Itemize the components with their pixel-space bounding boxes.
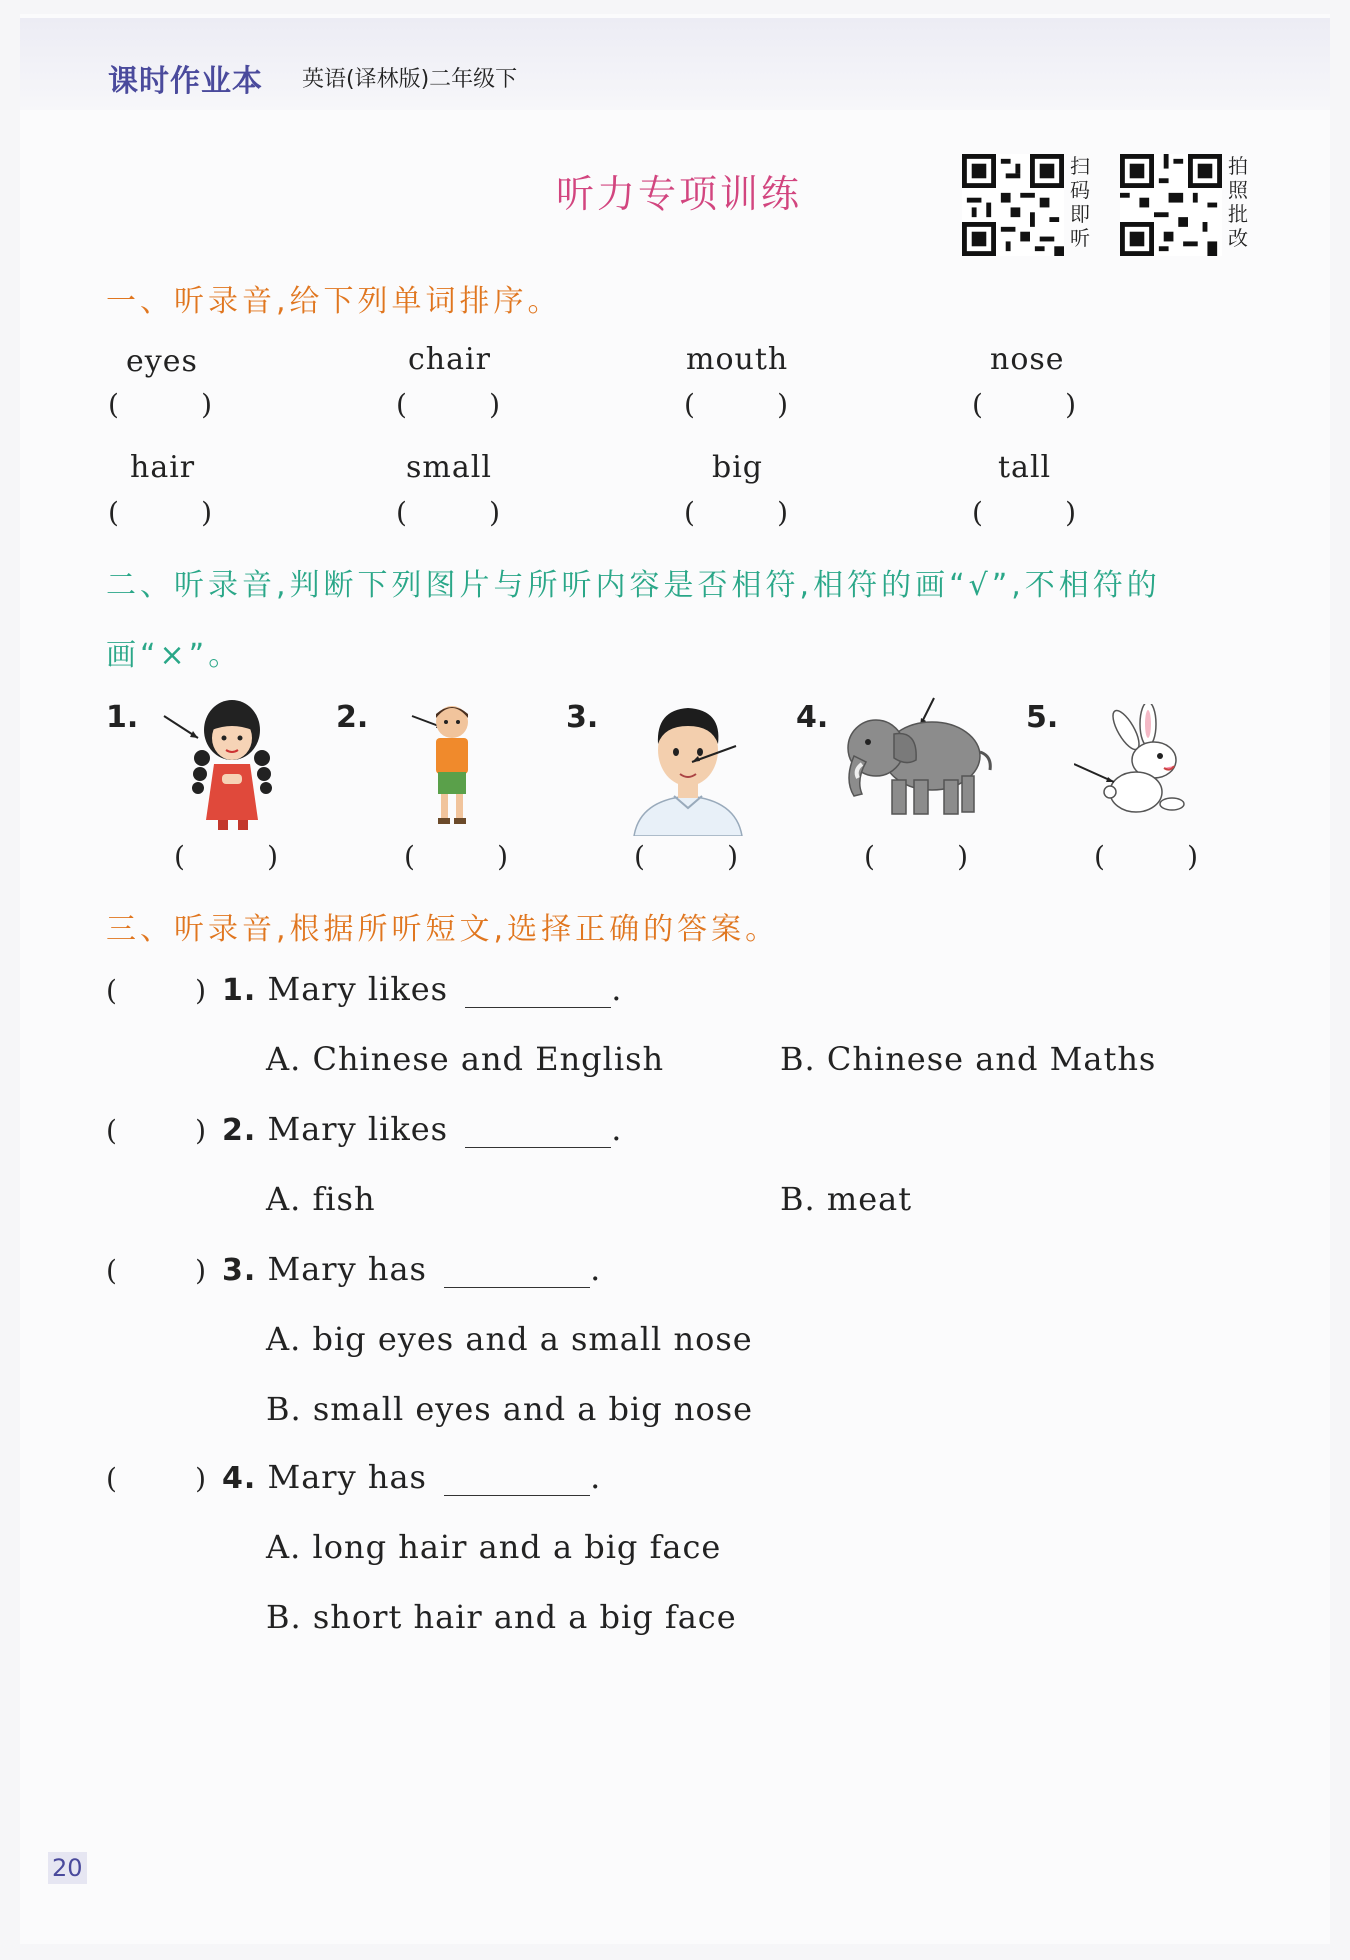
answer-paren[interactable]: ( ) [174, 840, 278, 873]
picture-number: 3. [566, 700, 599, 735]
option-b[interactable]: B. Chinese and Maths [780, 1040, 1157, 1078]
question-stem: 3. Mary has . [222, 1250, 602, 1288]
picture-number: 2. [336, 700, 369, 735]
section3-title: 三、听录音,根据所听短文,选择正确的答案。 [106, 912, 780, 947]
answer-paren[interactable]: ( ) [684, 496, 788, 529]
page-number: 20 [48, 1852, 87, 1884]
picture-number: 5. [1026, 700, 1059, 735]
answer-paren[interactable]: ( ) [404, 840, 508, 873]
answer-paren[interactable]: ( ) [108, 388, 212, 421]
answer-paren[interactable]: ( ) [634, 840, 738, 873]
brand-title: 课时作业本 [108, 64, 263, 99]
answer-paren[interactable]: ( ) [108, 496, 212, 529]
answer-paren[interactable]: ( ) [972, 496, 1076, 529]
boy-icon [410, 700, 490, 830]
man-face-icon [628, 700, 748, 836]
word-item: nose [990, 342, 1065, 377]
answer-paren[interactable]: ( ) [1094, 840, 1198, 873]
answer-paren[interactable]: ( ) [864, 840, 968, 873]
answer-paren[interactable]: ( ) [396, 496, 500, 529]
answer-paren[interactable]: ( ) [106, 1254, 206, 1287]
answer-paren[interactable]: ( ) [396, 388, 500, 421]
answer-blank[interactable] [465, 977, 611, 1008]
option-b[interactable]: B. meat [780, 1180, 913, 1218]
question-number: 1. [222, 973, 257, 1008]
word-item: mouth [686, 342, 789, 377]
option-a[interactable]: A. Chinese and English [266, 1040, 665, 1078]
question-text: Mary likes [267, 1110, 449, 1148]
qr-label-listen: 扫码即听 [1070, 154, 1090, 250]
option-a[interactable]: A. long hair and a big face [266, 1528, 722, 1566]
option-a[interactable]: A. fish [266, 1180, 376, 1218]
book-subtitle: 英语(译林版)二年级下 [302, 67, 518, 92]
option-b[interactable]: B. small eyes and a big nose [266, 1390, 754, 1428]
question-number: 4. [222, 1461, 257, 1496]
section1-title: 一、听录音,给下列单词排序。 [106, 284, 562, 319]
question-stem: 2. Mary likes . [222, 1110, 623, 1148]
answer-paren[interactable]: ( ) [684, 388, 788, 421]
question-text: Mary has [267, 1250, 427, 1288]
section2-title-cont: 画“×”。 [106, 638, 243, 673]
option-b[interactable]: B. short hair and a big face [266, 1598, 737, 1636]
answer-blank[interactable] [444, 1465, 590, 1496]
question-number: 3. [222, 1253, 257, 1288]
answer-paren[interactable]: ( ) [972, 388, 1076, 421]
picture-number: 1. [106, 700, 139, 735]
qr-code-icon[interactable] [1120, 154, 1222, 256]
option-a[interactable]: A. big eyes and a small nose [266, 1320, 753, 1358]
question-stem: 4. Mary has . [222, 1458, 602, 1496]
question-stem: 1. Mary likes . [222, 970, 623, 1008]
word-item: small [406, 450, 492, 485]
section2-title: 二、听录音,判断下列图片与所听内容是否相符,相符的画“√”,不相符的 [106, 568, 1161, 603]
question-text: Mary likes [267, 970, 449, 1008]
girl-pigtails-icon [160, 694, 280, 834]
word-item: hair [130, 450, 196, 485]
picture-number: 4. [796, 700, 829, 735]
qr-code-icon[interactable] [962, 154, 1064, 256]
elephant-icon [836, 696, 996, 826]
question-text: Mary has [267, 1458, 427, 1496]
word-item: chair [408, 342, 491, 377]
answer-blank[interactable] [444, 1257, 590, 1288]
answer-paren[interactable]: ( ) [106, 1462, 206, 1495]
answer-blank[interactable] [465, 1117, 611, 1148]
page-title: 听力专项训练 [556, 172, 803, 216]
word-item: tall [998, 450, 1052, 485]
qr-label-check: 拍照批改 [1228, 154, 1248, 250]
answer-paren[interactable]: ( ) [106, 1114, 206, 1147]
question-number: 2. [222, 1113, 257, 1148]
rabbit-icon [1074, 704, 1194, 824]
word-item: eyes [126, 344, 198, 379]
word-item: big [712, 450, 764, 485]
answer-paren[interactable]: ( ) [106, 974, 206, 1007]
